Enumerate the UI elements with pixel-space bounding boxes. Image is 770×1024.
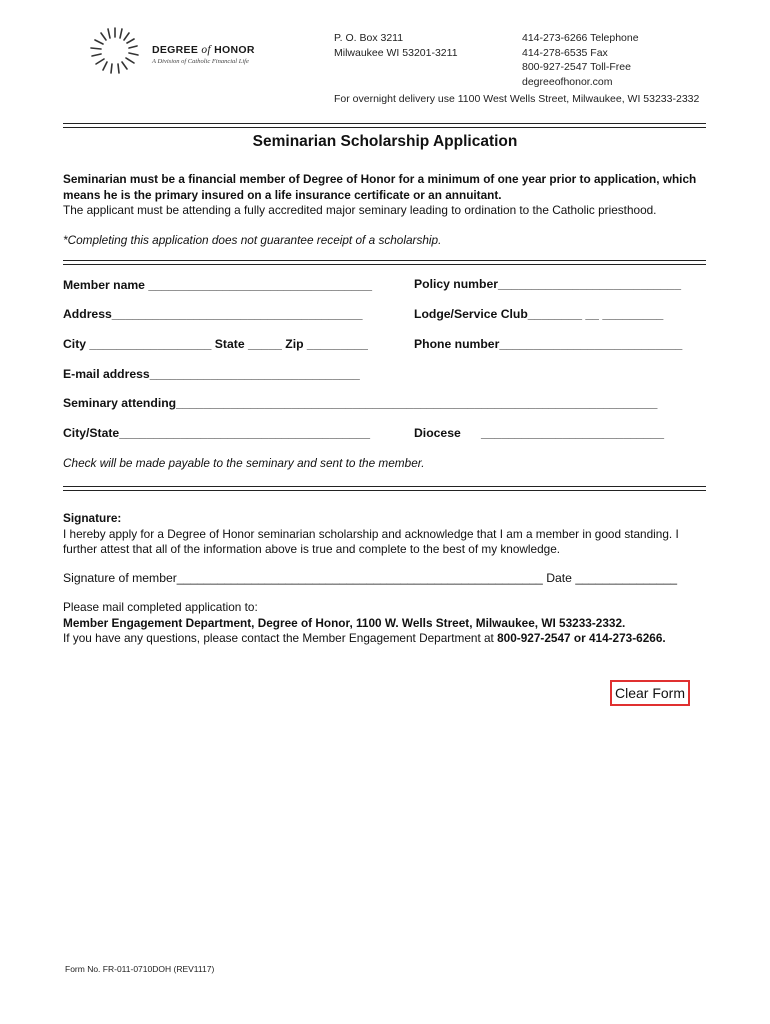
signature-heading: Signature: — [63, 511, 122, 525]
lodge-service-club-field[interactable]: Lodge/Service Club________ __ _________ — [414, 307, 664, 321]
phone-number-field[interactable]: Phone number___________________________ — [414, 337, 683, 351]
policy-number-field[interactable]: Policy number___________________________ — [414, 277, 681, 291]
member-name-field[interactable]: Member name _________________________________ — [63, 278, 373, 292]
mailing-instructions — [63, 600, 708, 647]
fax: 414-278-6535 Fax — [522, 46, 608, 59]
city-state-field[interactable]: City/State_____________________________________ — [63, 426, 371, 440]
po-box: P. O. Box 3211 — [334, 32, 404, 44]
divider-rule — [63, 260, 706, 265]
eligibility-requirement: Seminarian must be a financial member of Degree of Honor for a minimum of one year prior to application, which means he is the primary insured on a life insurance certificate or an annuitant. — [63, 172, 697, 202]
overnight-delivery-note: For overnight delivery use 1100 West Wells Street, Milwaukee, WI 53233-2332 — [334, 93, 700, 105]
questions-text: If you have any questions, please contact the Member Engagement Department at — [63, 631, 498, 645]
form-number: Form No. FR-011-0710DOH (REV1117) — [65, 964, 215, 974]
mail-address: Member Engagement Department, Degree of Honor, 1100 W. Wells Street, Milwaukee, WI 53233-2332. — [63, 615, 626, 630]
toll-free: 800-927-2547 Toll-Free — [522, 61, 631, 73]
telephone: 414-273-6266 Telephone — [522, 32, 639, 44]
logo-wordmark: DEGREE of HONOR — [152, 44, 255, 56]
website: degreeofhonor.com — [522, 75, 613, 88]
divider-rule — [63, 486, 706, 491]
seminary-attending-field[interactable]: Seminary attending_______________________________________________________________________ — [63, 396, 658, 410]
clear-form-button[interactable]: Clear Form — [610, 680, 690, 706]
email-field[interactable]: E-mail address_______________________________ — [63, 367, 360, 381]
seminary-requirement: The applicant must be attending a fully accredited major seminary leading to ordination to the Catholic priesthood. — [63, 203, 657, 217]
address-field[interactable]: Address_____________________________________ — [63, 307, 363, 321]
form-title: Seminarian Scholarship Application — [252, 133, 518, 150]
disclaimer: *Completing this application does not guarantee receipt of a scholarship. — [63, 233, 442, 247]
attestation-text: I hereby apply for a Degree of Honor seminarian scholarship and acknowledge that I am a member in good standing. I further attest that all of the information above is true and complete to the best of my knowledge. — [63, 526, 679, 556]
signature-date-line[interactable]: Signature of member______________________________________________________ Date _______________ — [63, 571, 678, 585]
logo-tagline: A Division of Catholic Financial Life — [152, 58, 249, 65]
mail-intro: Please mail completed application to: — [63, 600, 258, 614]
city-state-zip-field[interactable]: City __________________ State _____ Zip _________ — [63, 337, 368, 351]
payable-note: Check will be made payable to the seminary and sent to the member. — [63, 456, 425, 470]
contact-info — [522, 31, 639, 89]
questions-phone: 800-927-2547 or 414-273-6266. — [497, 631, 666, 645]
mailing-address — [334, 31, 458, 60]
diocese-field[interactable]: ___________________________ — [481, 426, 665, 440]
eligibility-section — [63, 172, 708, 219]
signature-section — [63, 511, 708, 558]
questions-contact — [63, 631, 708, 647]
city-zip: Milwaukee WI 53201-3211 — [334, 46, 458, 59]
sunburst-icon — [91, 28, 138, 73]
divider-rule — [63, 123, 706, 128]
diocese-label: Diocese — [414, 426, 461, 440]
